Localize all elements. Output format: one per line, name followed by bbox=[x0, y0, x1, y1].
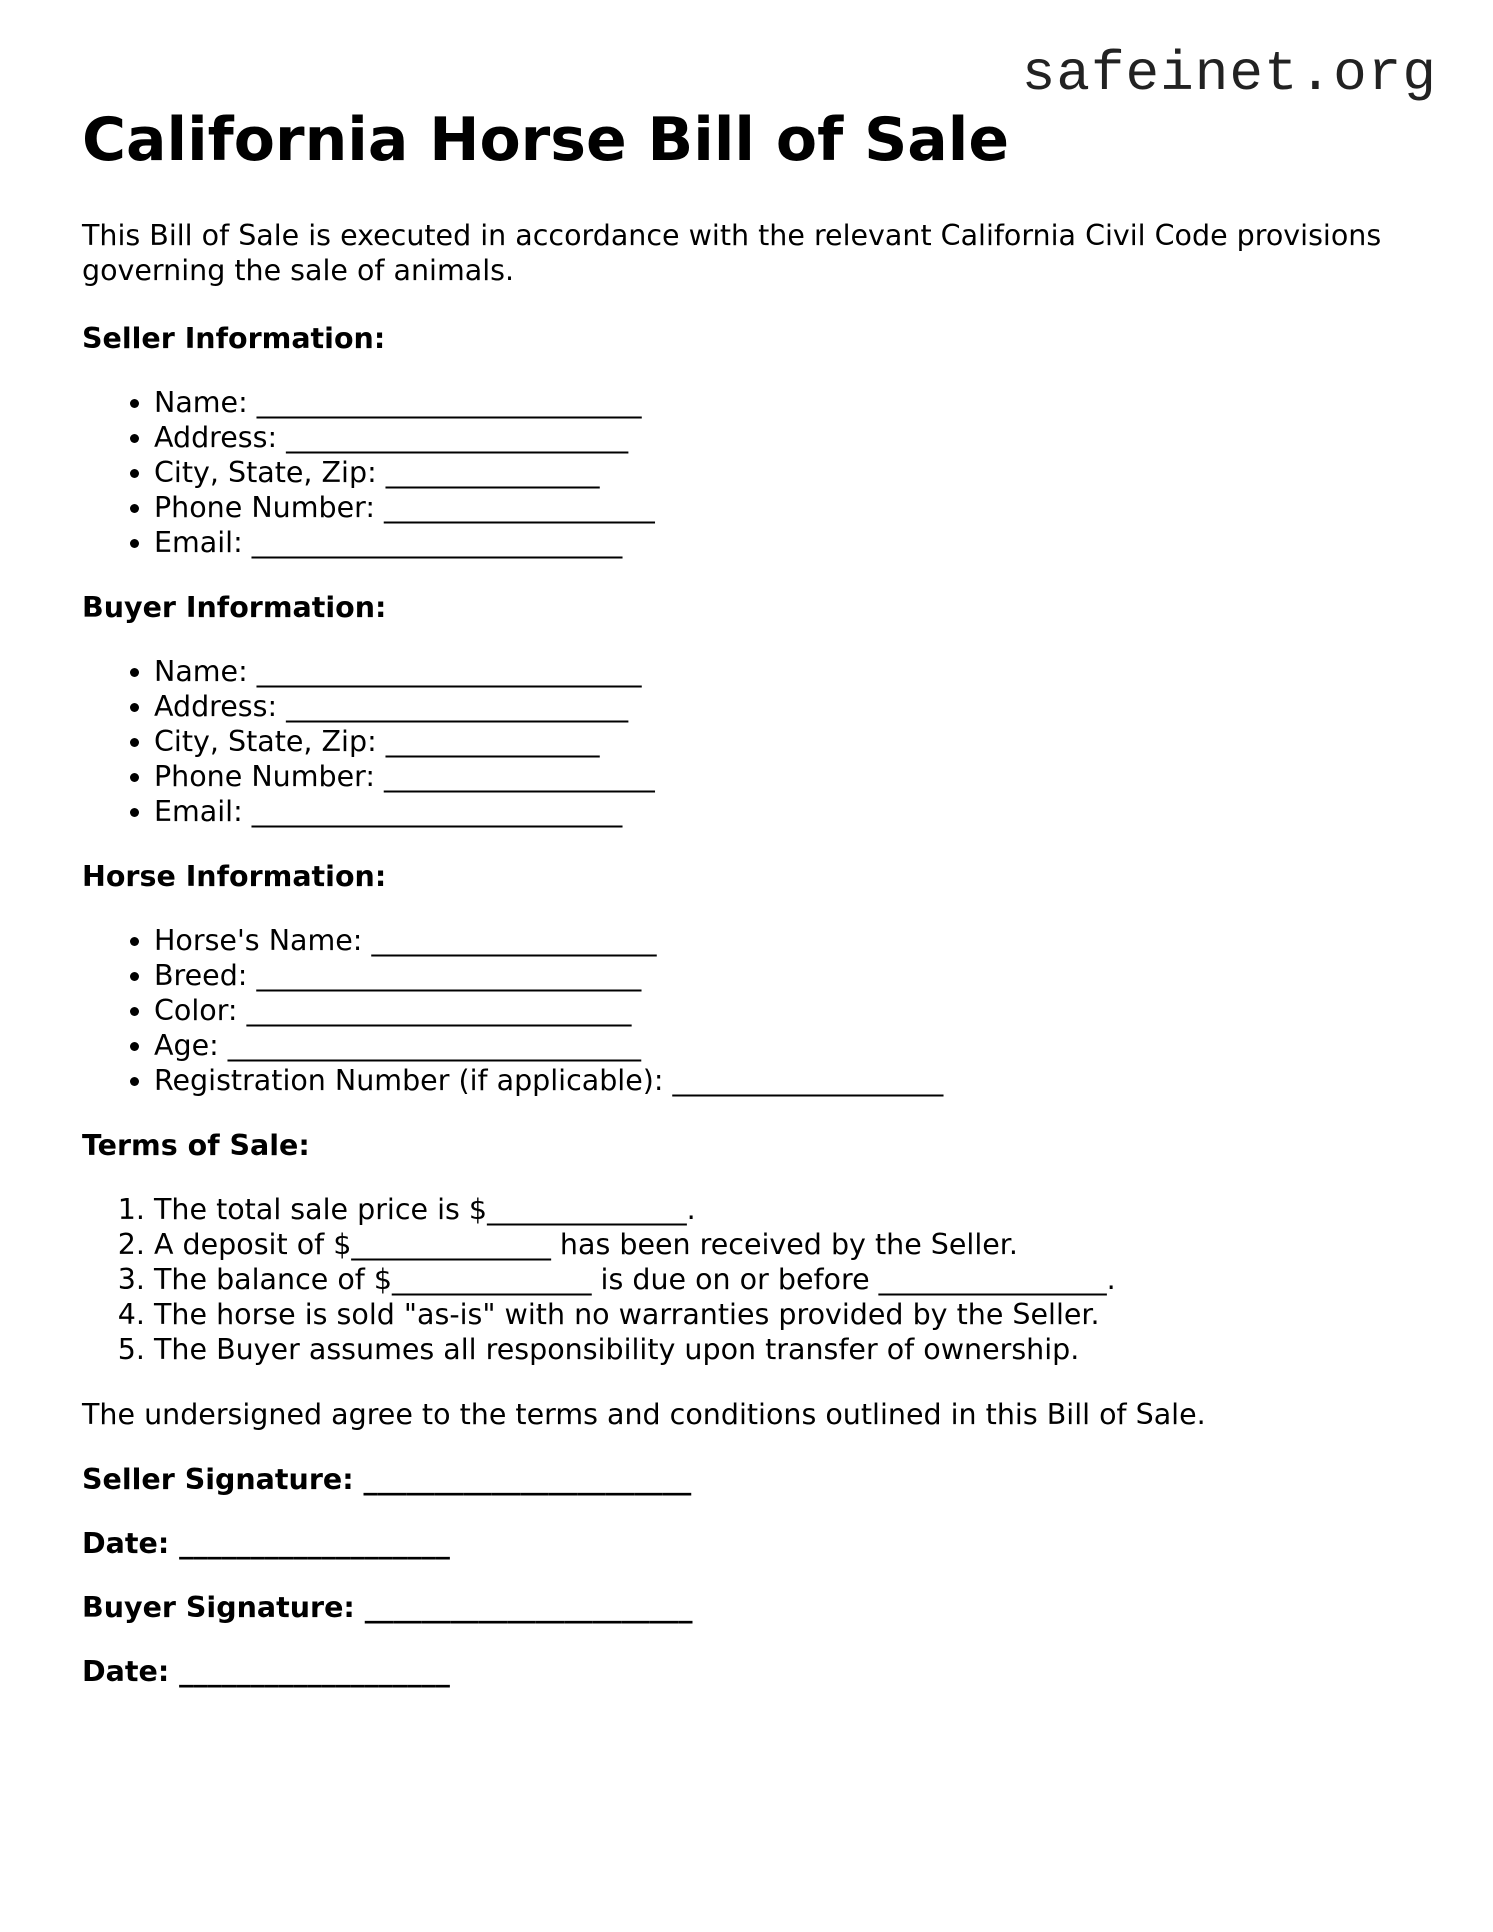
document-body bbox=[82, 104, 1412, 1718]
document-title: California Horse Bill of Sale bbox=[82, 105, 1010, 175]
seller-date-line[interactable]: Date: ___________________ bbox=[82, 1527, 450, 1560]
buyer-city-state-zip-field[interactable]: • City, State, Zip: _______________ bbox=[154, 724, 1412, 759]
buyer-email-field[interactable]: • Email: __________________________ bbox=[154, 794, 1412, 829]
seller-section-heading: Seller Information: bbox=[82, 322, 386, 355]
horse-section-heading: Horse Information: bbox=[82, 860, 387, 893]
buyer-date-line[interactable]: Date: ___________________ bbox=[82, 1655, 450, 1688]
terms-deposit[interactable]: 2. A deposit of $______________ has been received by the Seller. bbox=[154, 1227, 1412, 1262]
seller-address-field[interactable]: • Address: ________________________ bbox=[154, 420, 1412, 455]
horse-color-field[interactable]: • Color: ___________________________ bbox=[154, 993, 1412, 1028]
seller-info-list bbox=[82, 385, 1412, 560]
buyer-phone-field[interactable]: • Phone Number: ___________________ bbox=[154, 759, 1412, 794]
terms-balance[interactable]: 3. The balance of $______________ is due on or before ________________. bbox=[154, 1262, 1412, 1297]
terms-responsibility: 5. The Buyer assumes all responsibility upon transfer of ownership. bbox=[154, 1332, 1412, 1367]
seller-signature-line[interactable]: Seller Signature: _______________________ bbox=[82, 1463, 692, 1496]
horse-registration-field[interactable]: • Registration Number (if applicable): ___________________ bbox=[154, 1063, 1412, 1098]
terms-section-heading: Terms of Sale: bbox=[82, 1129, 310, 1162]
horse-breed-field[interactable]: • Breed: ___________________________ bbox=[154, 958, 1412, 993]
buyer-section-heading: Buyer Information: bbox=[82, 591, 387, 624]
terms-list bbox=[82, 1192, 1412, 1367]
seller-phone-field[interactable]: • Phone Number: ___________________ bbox=[154, 490, 1412, 525]
seller-email-field[interactable]: • Email: __________________________ bbox=[154, 525, 1412, 560]
horse-info-list bbox=[82, 923, 1412, 1098]
buyer-signature-line[interactable]: Buyer Signature: _______________________ bbox=[82, 1591, 693, 1624]
buyer-address-field[interactable]: • Address: ________________________ bbox=[154, 689, 1412, 724]
watermark-text: safeinet.org bbox=[1021, 42, 1437, 106]
seller-name-field[interactable]: • Name: ___________________________ bbox=[154, 385, 1412, 420]
intro-paragraph: This Bill of Sale is executed in accordance with the relevant California Civil Code provisions governing the sale of animals. bbox=[82, 219, 1382, 287]
horse-age-field[interactable]: • Age: _____________________________ bbox=[154, 1028, 1412, 1063]
horse-name-field[interactable]: • Horse's Name: ____________________ bbox=[154, 923, 1412, 958]
terms-sale-price[interactable]: 1. The total sale price is $______________. bbox=[154, 1192, 1412, 1227]
agreement-statement: The undersigned agree to the terms and conditions outlined in this Bill of Sale. bbox=[82, 1398, 1206, 1431]
buyer-name-field[interactable]: • Name: ___________________________ bbox=[154, 654, 1412, 689]
terms-as-is: 4. The horse is sold "as-is" with no warranties provided by the Seller. bbox=[154, 1297, 1412, 1332]
buyer-info-list bbox=[82, 654, 1412, 829]
seller-city-state-zip-field[interactable]: • City, State, Zip: _______________ bbox=[154, 455, 1412, 490]
